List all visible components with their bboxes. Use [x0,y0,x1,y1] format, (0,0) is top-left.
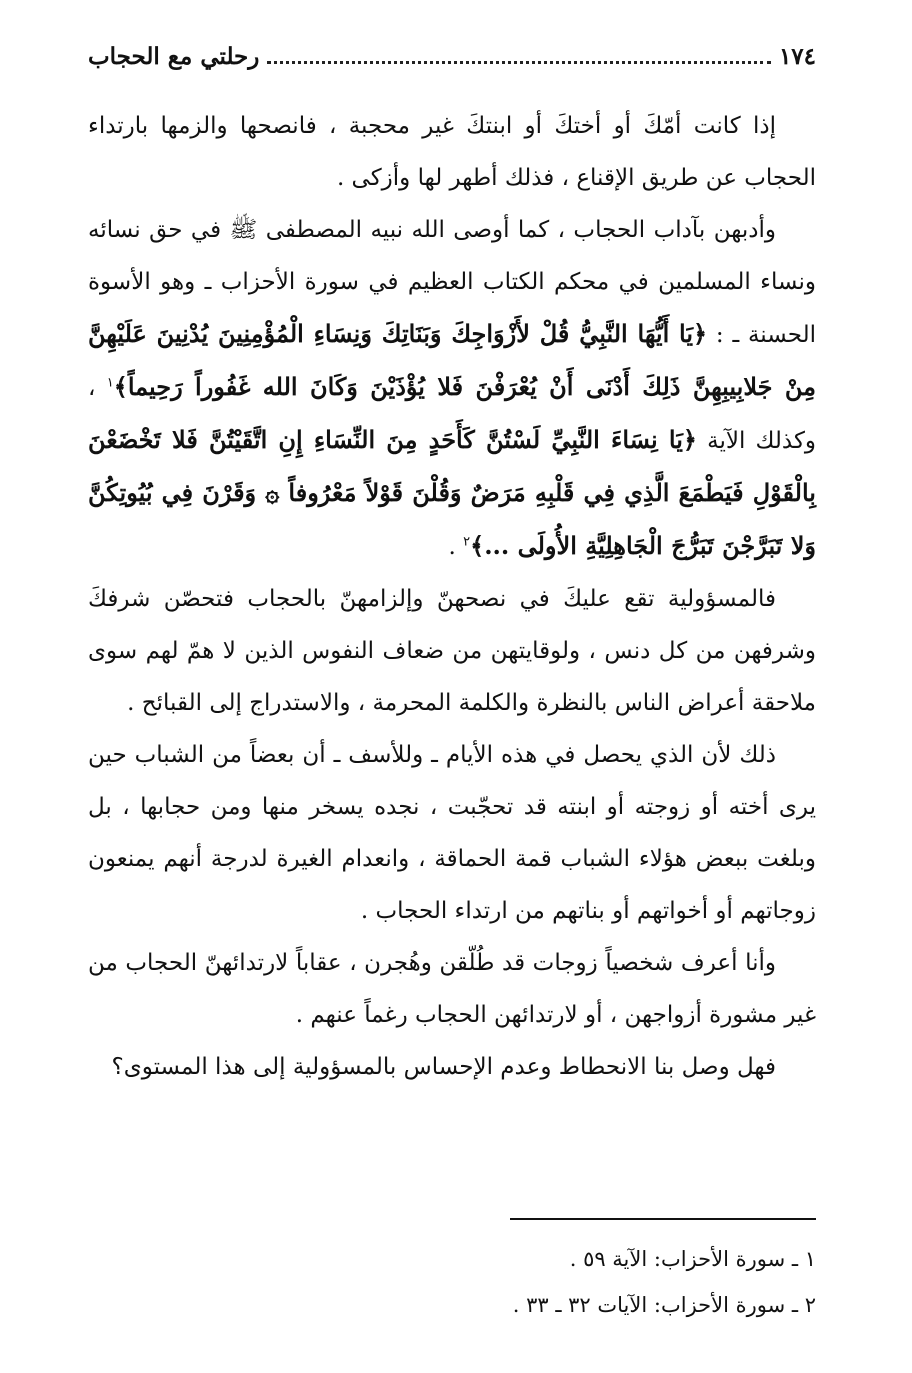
footnote-separator [510,1218,816,1220]
paragraph-4: ذلك لأن الذي يحصل في هذه الأيام ـ وللأسف ـ أن بعضاً من الشباب حين يرى أخته أو زوجته أو ابنته قد تحجّبت ، نجده يسخر منها ومن حجابها ، بل وبلغت ببعض هؤلاء الشباب قمة الحماقة ، وانعدام الغيرة لدرجة أنهم يمنعون زوجاتهم أو أخواتهم أو بناتهم من ارتداء الحجاب . [88,742,816,924]
paragraph-3: فالمسؤولية تقع عليكَ في نصحهنّ وإلزامهنّ بالحجاب فتحصّن شرفكَ وشرفهن من كل دنس ، ولوقايتهن من ضعاف النفوس الذين لا همّ لهم سوى ملاحقة أعراض الناس بالنظرة والكلمة المحرمة ، والاستدراج إلى القبائح . [88,586,816,716]
footnote-ref-1: ١ [106,375,114,391]
quran-verse-1: ﴿يَا أَيُّهَا النَّبِيُّ قُلْ لأَزْوَاجِكَ وَبَنَاتِكَ وَنِسَاءِ الْمُؤْمِنِينَ يُدْنِينَ عَلَيْهِنَّ مِنْ جَلابِيبِهِنَّ ذَلِكَ أَدْنَى أَنْ يُعْرَفْنَ فَلا يُؤْذَيْنَ وَكَانَ الله غَفُوراً رَحِيماً﴾ [88,319,817,401]
footnotes [88,1236,816,1328]
paragraph-2-end: . [448,534,464,560]
main-text [88,100,816,1093]
paragraph-5: وأنا أعرف شخصياً زوجات قد طُلّقن وهُجرن ، عقاباً لارتدائهنّ الحجاب من غير مشورة أزواجهن ، أو لارتدائهن الحجاب رغماً عنهم . [88,950,816,1028]
page-header [88,30,816,70]
footnote-1: ١ ـ سورة الأحزاب: الآية ٥٩ . [569,1247,816,1271]
running-title: رحلتي مع الحجاب [88,43,260,70]
paragraph-2-connector: ، وكذلك الآية [88,375,817,454]
paragraph-1: إذا كانت أمّكَ أو أختكَ أو ابنتكَ غير محجبة ، فانصحها والزمها بارتداء الحجاب عن طريق الإقناع ، فذلك أطهر لها وأزكى . [88,113,816,191]
paragraph-2-intro: وأدبهن بآداب الحجاب ، كما أوصى الله نبيه المصطفى ﷺ في حق نسائه ونساء المسلمين في محكم الكتاب العظيم في سورة الأحزاب ـ وهو الأسوة الحسنة ـ : [88,217,817,348]
header-dot-leader [267,60,771,64]
paragraph-6: فهل وصل بنا الانحطاط وعدم الإحساس بالمسؤولية إلى هذا المستوى؟ [111,1054,776,1080]
footnote-2: ٢ ـ سورة الأحزاب: الآيات ٣٢ ـ ٣٣ . [512,1293,816,1317]
page-number: ١٧٤ [778,43,816,70]
quran-verse-2: ﴿يَا نِسَاءَ النَّبِيِّ لَسْتُنَّ كَأَحَدٍ مِنَ النِّسَاءِ إِنِ اتَّقَيْتُنَّ فَلا تَخْضَعْنَ بِالْقَوْلِ فَيَطْمَعَ الَّذِي فِي قَلْبِهِ مَرَضٌ وَقُلْنَ قَوْلاً مَعْرُوفاً ۞ وَقَرْنَ فِي بُيُوتِكُنَّ وَلا تَبَرَّجْنَ تَبَرُّجَ الْجَاهِلِيَّةِ الأُولَى ...﴾ [88,425,816,560]
paragraph-2 [88,204,816,573]
footnote-ref-2: ٢ [463,534,471,550]
